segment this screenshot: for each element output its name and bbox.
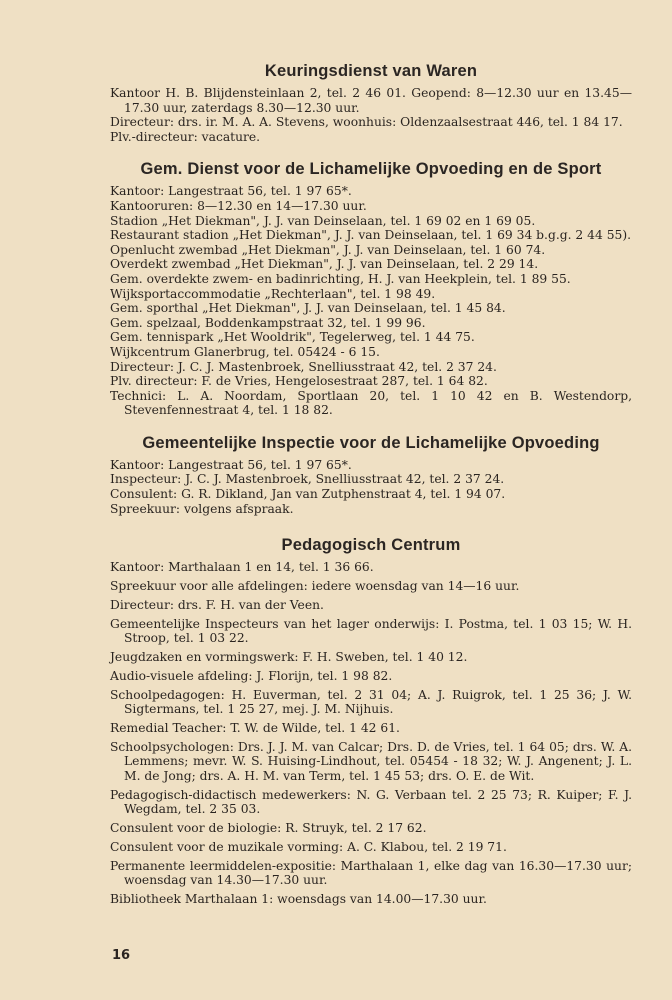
directory-entry: Consulent: G. R. Dikland, Jan van Zutphenstraat 4, tel. 1 94 07. bbox=[110, 487, 506, 502]
directory-entry: Kantoor H. B. Blijdensteinlaan 2, tel. 2 46 01. Geopend: 8—12.30 uur en 13.45—17.30 uur, zaterdags 8.30—12.30 uur. bbox=[110, 86, 632, 115]
directory-entry: Restaurant stadion „Het Diekman", J. J. van Deinselaan, tel. 1 69 34 b.g.g. 2 44 55). bbox=[110, 228, 632, 243]
directory-entry: Schoolpsychologen: Drs. J. J. M. van Calcar; Drs. D. de Vries, tel. 1 64 05; drs. W. A. Lemmens; mevr. W. S. Huising-Lindhout, tel. 05454 - 18 32; W. J. Angenent; J. L. M. de Jong; drs. A. H. M. van Term, tel. 1 45 53; drs. O. E. de Wit. bbox=[110, 739, 632, 783]
directory-entry: Wijksportaccommodatie „Rechterlaan", tel. 1 98 49. bbox=[110, 286, 436, 301]
directory-entry: Kantoor: Langestraat 56, tel. 1 97 65*. bbox=[110, 457, 352, 472]
section-title: Gemeentelijke Inspectie voor de Lichamelijke Opvoeding bbox=[142, 433, 600, 452]
section-dienst-lichamelijke-opvoeding-sport bbox=[110, 160, 632, 418]
directory-entry: Consulent voor de biologie: R. Struyk, tel. 2 17 62. bbox=[110, 821, 427, 836]
directory-entry: Spreekuur: volgens afspraak. bbox=[110, 501, 294, 516]
document-page bbox=[110, 62, 632, 923]
directory-entry: Inspecteur: J. C. J. Mastenbroek, Snelliusstraat 42, tel. 2 37 24. bbox=[110, 472, 505, 487]
directory-entry: Technici: L. A. Noordam, Sportlaan 20, tel. 1 10 42 en B. Westendorp, Stevenfennestraat 4, tel. 1 18 82. bbox=[110, 388, 632, 418]
directory-entry: Pedagogisch-didactisch medewerkers: N. G. Verbaan tel. 2 25 73; R. Kuiper; F. J. Wegdam, tel. 2 35 03. bbox=[110, 787, 632, 817]
directory-entry: Stadion „Het Diekman", J. J. van Deinselaan, tel. 1 69 02 en 1 69 05. bbox=[110, 213, 536, 228]
directory-entry: Spreekuur voor alle afdelingen: iedere woensdag van 14—16 uur. bbox=[110, 579, 520, 594]
directory-entry: Permanente leermiddelen-expositie: Marthalaan 1, elke dag van 16.30—17.30 uur; woensdag van 14.30—17.30 uur. bbox=[110, 858, 632, 888]
directory-entry: Plv.-directeur: vacature. bbox=[110, 129, 261, 144]
directory-entry: Remedial Teacher: T. W. de Wilde, tel. 1 42 61. bbox=[110, 720, 400, 735]
directory-entry: Directeur: drs. ir. M. A. A. Stevens, woonhuis: Oldenzaalsestraat 446, tel. 1 84 17. bbox=[110, 115, 623, 130]
directory-entry: Gem. overdekte zwem- en badinrichting, H. J. van Heekplein, tel. 1 89 55. bbox=[110, 271, 571, 286]
directory-entry: Overdekt zwembad „Het Diekman", J. J. van Deinselaan, tel. 2 29 14. bbox=[110, 257, 539, 272]
section-inspectie-lichamelijke-opvoeding bbox=[110, 434, 632, 516]
section-title: Gem. Dienst voor de Lichamelijke Opvoeding en de Sport bbox=[140, 160, 602, 179]
directory-entry: Jeugdzaken en vormingswerk: F. H. Sweben, tel. 1 40 12. bbox=[110, 649, 468, 664]
section-title: Keuringsdienst van Waren bbox=[264, 62, 478, 80]
directory-entry: Audio-visuele afdeling: J. Florijn, tel. 1 98 82. bbox=[110, 668, 393, 683]
section-title: Pedagogisch Centrum bbox=[281, 536, 461, 555]
directory-entry: Bibliotheek Marthalaan 1: woensdags van 14.00—17.30 uur. bbox=[110, 891, 487, 906]
page-number: 16 bbox=[112, 948, 131, 963]
directory-entry: Consulent voor de muzikale vorming: A. C. Klabou, tel. 2 19 71. bbox=[110, 839, 507, 854]
directory-entry: Wijkcentrum Glanerbrug, tel. 05424 - 6 15. bbox=[110, 344, 380, 359]
section-pedagogisch-centrum bbox=[110, 536, 632, 906]
directory-entry: Gem. tennispark „Het Wooldrik", Tegelerweg, tel. 1 44 75. bbox=[110, 330, 475, 345]
directory-entry: Gemeentelijke Inspecteurs van het lager onderwijs: I. Postma, tel. 1 03 15; W. H. Stroop, tel. 1 03 22. bbox=[110, 616, 632, 646]
directory-entry: Kantooruren: 8—12.30 en 14—17.30 uur. bbox=[110, 198, 367, 213]
directory-entry: Gem. spelzaal, Boddenkampstraat 32, tel. 1 99 96. bbox=[110, 315, 426, 330]
section-keuringsdienst bbox=[110, 62, 632, 144]
directory-entry: Kantoor: Langestraat 56, tel. 1 97 65*. bbox=[110, 184, 352, 199]
directory-entry: Directeur: J. C. J. Mastenbroek, Snelliusstraat 42, tel. 2 37 24. bbox=[110, 359, 497, 374]
directory-entry: Schoolpedagogen: H. Euverman, tel. 2 31 04; A. J. Ruigrok, tel. 1 25 36; J. W. Sigtermans, tel. 1 25 27, mej. J. M. Nijhuis. bbox=[110, 687, 632, 717]
directory-entry: Gem. sporthal „Het Diekman", J. J. van Deinselaan, tel. 1 45 84. bbox=[110, 301, 506, 316]
directory-entry: Openlucht zwembad „Het Diekman", J. J. van Deinselaan, tel. 1 60 74. bbox=[110, 242, 546, 257]
directory-entry: Kantoor: Marthalaan 1 en 14, tel. 1 36 66. bbox=[110, 560, 374, 575]
directory-entry: Directeur: drs. F. H. van der Veen. bbox=[110, 597, 324, 612]
directory-entry: Plv. directeur: F. de Vries, Hengelosestraat 287, tel. 1 64 82. bbox=[110, 374, 488, 389]
